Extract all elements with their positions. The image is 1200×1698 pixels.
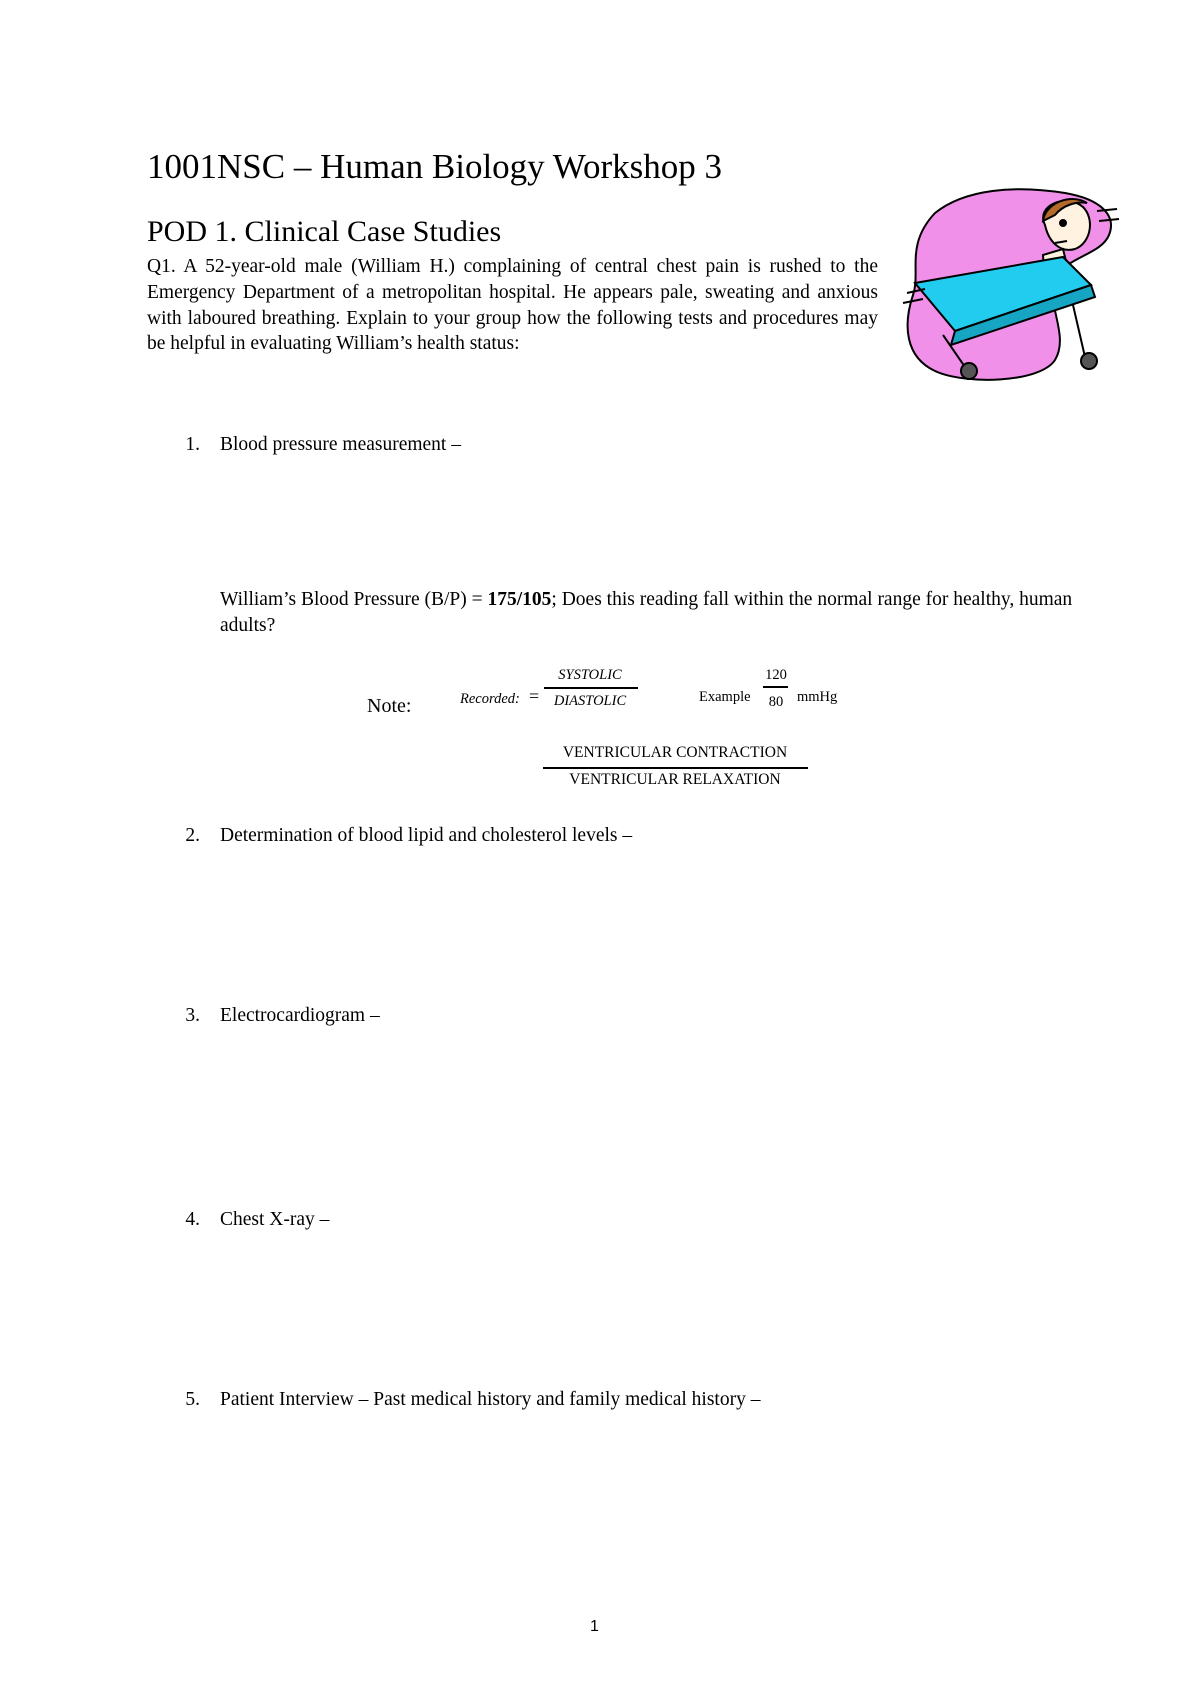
recorded-fraction-line xyxy=(544,687,638,689)
document-title: 1001NSC – Human Biology Workshop 3 xyxy=(147,147,723,186)
ventricular-fraction-line xyxy=(543,767,808,769)
bp-question xyxy=(220,587,1100,639)
item-5-text: Patient Interview – Past medical history and family medical history – xyxy=(220,1389,761,1410)
diastolic-label: DIASTOLIC xyxy=(553,693,627,709)
ventricular-contraction-label: VENTRICULAR CONTRACTION xyxy=(562,744,788,761)
page-number: 1 xyxy=(590,1618,599,1635)
item-1-text: Blood pressure measurement – xyxy=(220,434,461,455)
item-2-number: 2. xyxy=(185,825,200,846)
example-denominator: 80 xyxy=(768,694,784,710)
systolic-label: SYSTOLIC xyxy=(558,667,622,683)
patient-gurney-clipart xyxy=(895,185,1120,385)
bp-value: 175/105 xyxy=(487,589,552,610)
section-title: POD 1. Clinical Case Studies xyxy=(147,215,502,248)
item-4-number: 4. xyxy=(185,1209,200,1230)
question-1-text: Q1. A 52-year-old male (William H.) complaining of central chest pain is rushed to the Emergency Department of a metropolitan hospital. He appears pale, sweating and anxious with laboured breathing. Explain to your group how the following tests and procedures may be helpful in evaluating William’s health status: xyxy=(147,256,878,355)
example-numerator: 120 xyxy=(765,667,787,683)
item-3-text: Electrocardiogram – xyxy=(220,1005,380,1026)
example-fraction-line xyxy=(763,686,788,688)
equals-sign: = xyxy=(529,686,540,706)
ventricular-relaxation-label: VENTRICULAR RELAXATION xyxy=(569,771,781,788)
note-label: Note: xyxy=(367,695,412,717)
item-5-number: 5. xyxy=(185,1389,200,1410)
bp-question-prefix: William’s Blood Pressure (B/P) = xyxy=(220,589,488,610)
unit-label: mmHg xyxy=(797,689,838,705)
bp-question-suffix: ; Does this reading fall within the normal range for healthy, human adults? xyxy=(220,589,1073,636)
item-3-number: 3. xyxy=(185,1005,200,1026)
item-1-number: 1. xyxy=(185,434,200,455)
item-2-text: Determination of blood lipid and cholesterol levels – xyxy=(220,825,633,846)
recorded-label: Recorded: xyxy=(460,691,520,707)
example-label: Example xyxy=(699,689,751,705)
item-4-text: Chest X-ray – xyxy=(220,1209,330,1230)
